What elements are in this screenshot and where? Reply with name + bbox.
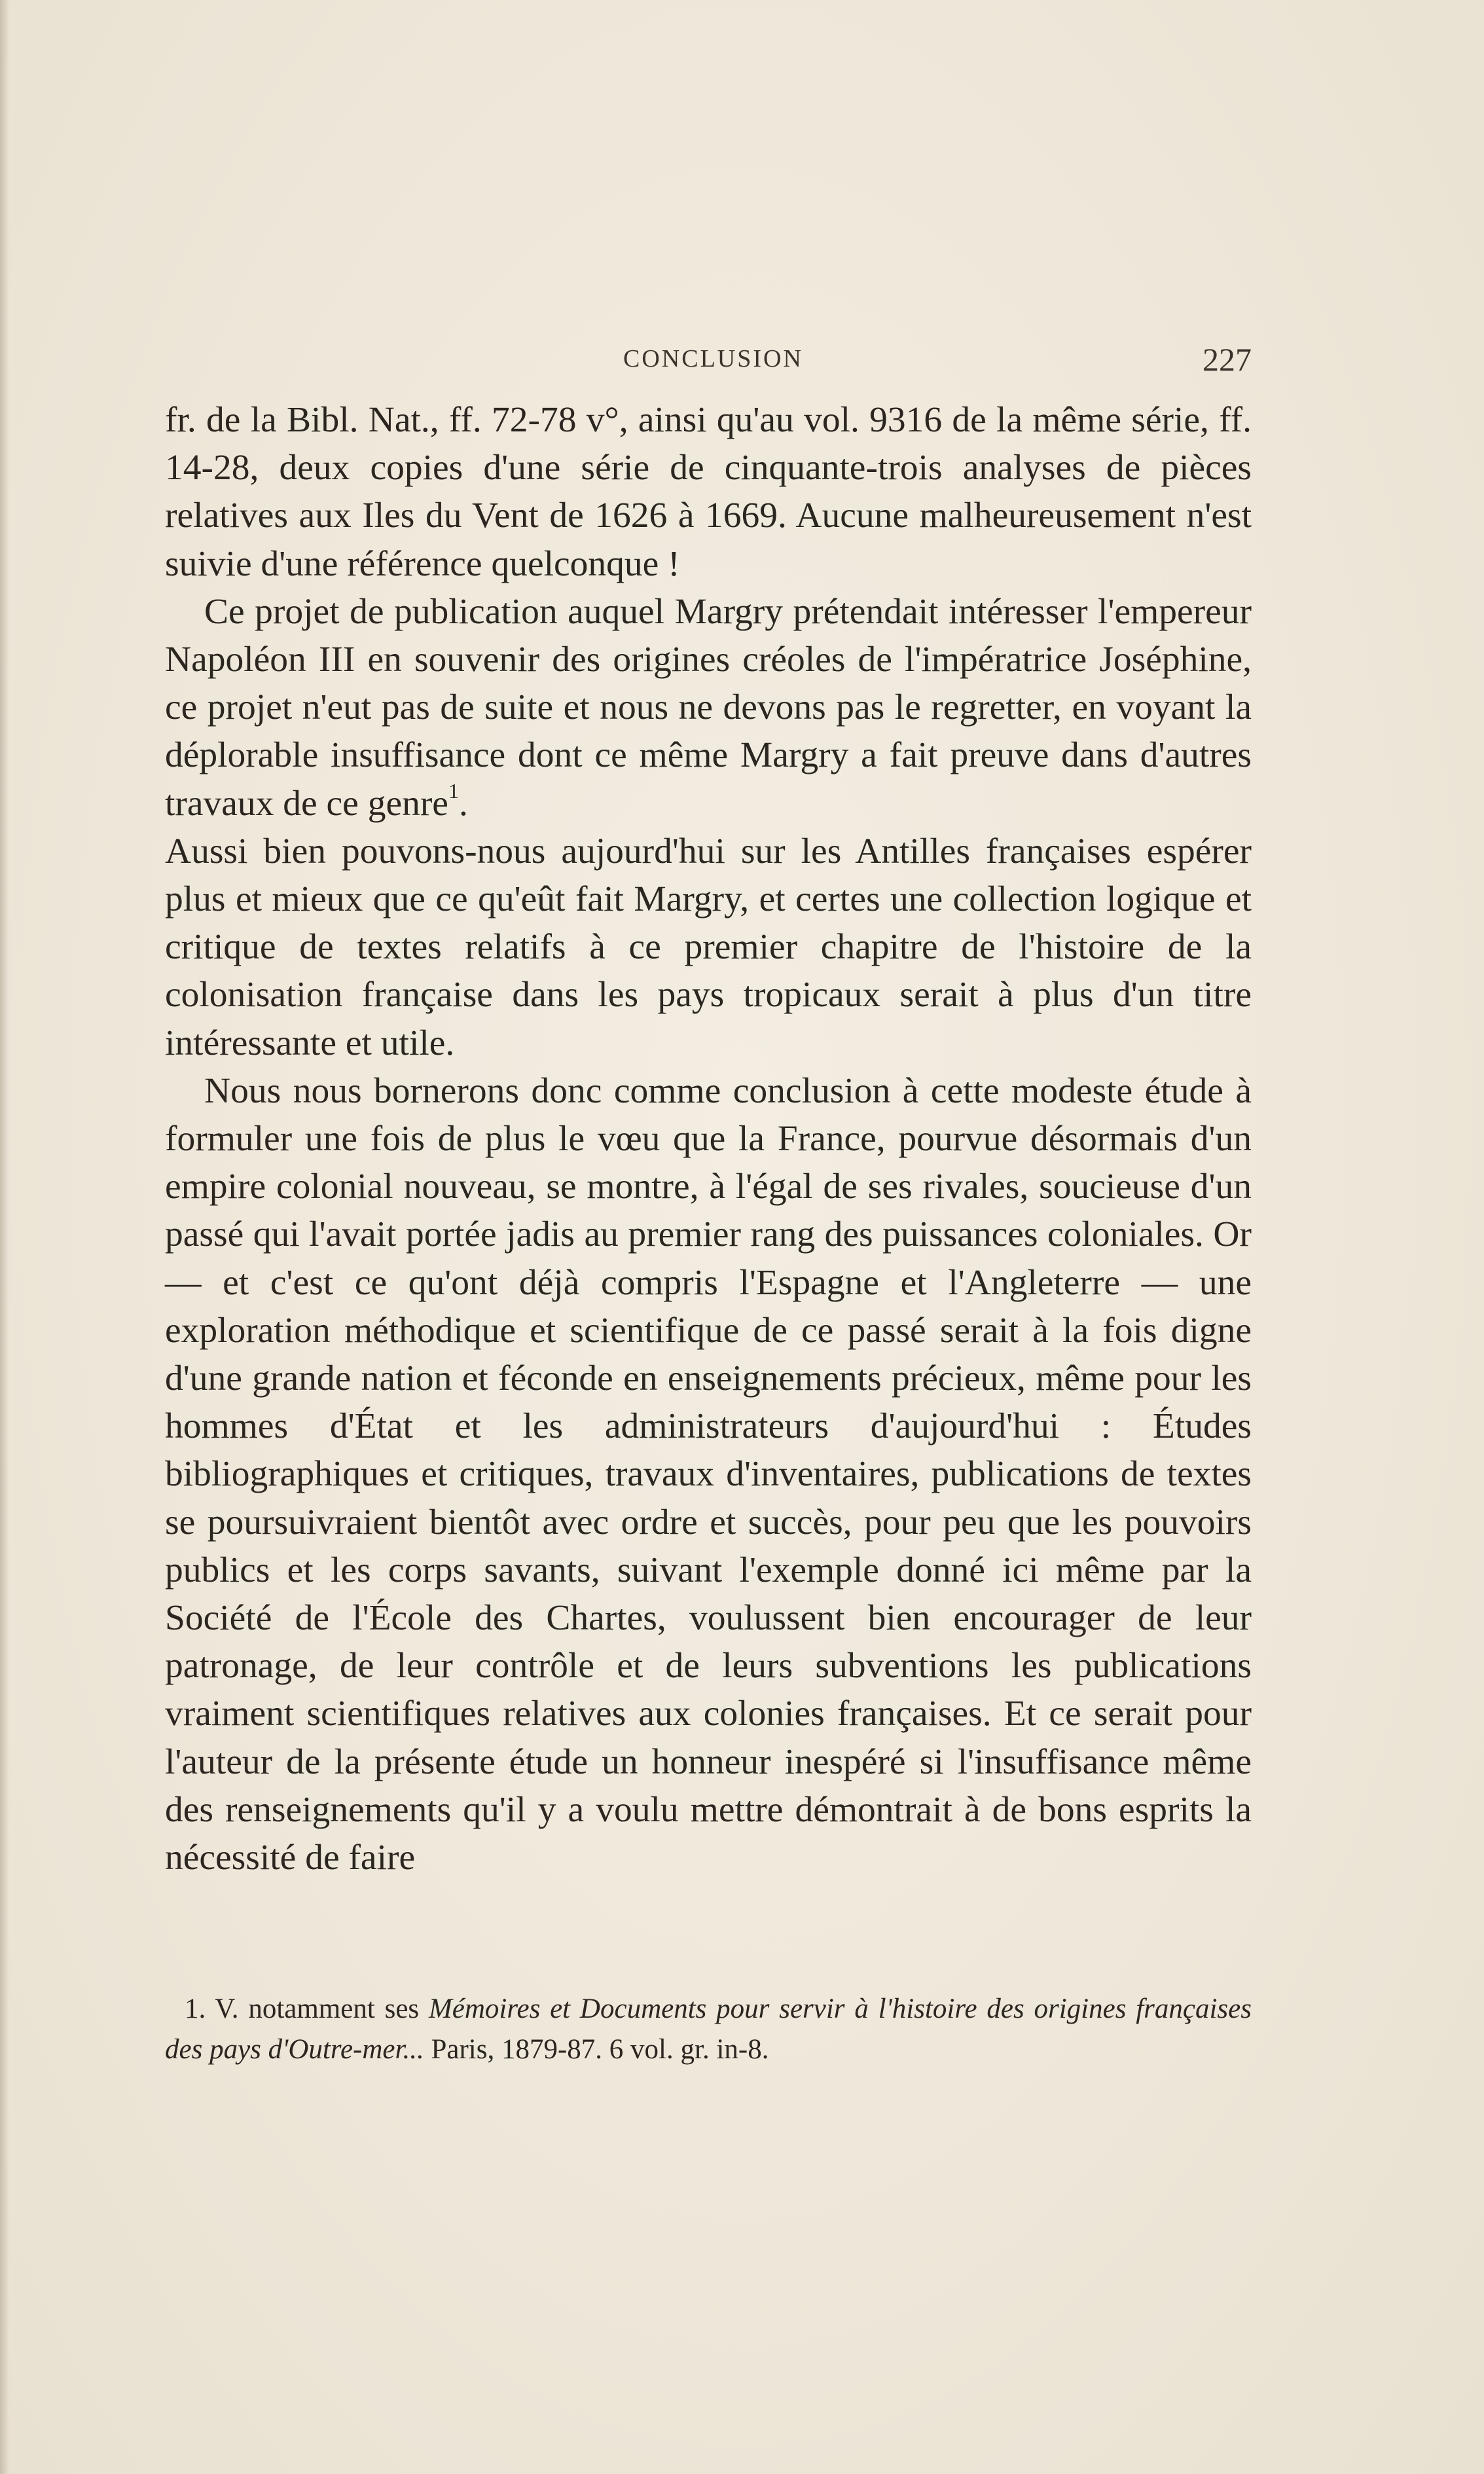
footnote-text [165,1989,1252,2070]
paragraph-projet [165,588,1252,828]
footnote-number: 1. [185,1993,206,2024]
footnote-reference: 1 [448,778,459,803]
footnote-title: Mémoires et Documents pour servir à l'histoire des origines françaises des pays d'Outre-mer... [165,1993,1252,2065]
running-head: CONCLUSION [623,345,803,373]
paragraph-antilles: Aussi bien pouvons-nous aujourd'hui sur les Antilles françaises espérer plus et mieux que ce qu'eût fait Margry, et certes une collection logique et critique de textes relatifs à ce premier chapitre de l'histoire de la colonisation française dans les pays tropicaux serait à plus d'un titre intéressante et utile. [165,831,1252,1063]
footnote-before: V. notamment ses [206,1993,429,2024]
footnote-after: Paris, 1879-87. 6 vol. gr. in-8. [424,2034,769,2065]
main-text [165,396,1252,1882]
paragraph-projet-end: . [458,783,468,824]
paragraph-projet-text: Ce projet de publication auquel Margry prétendait intéresser l'empereur Napoléon III en souvenir des origines créoles de l'impératrice Joséphine, ce projet n'eut pas de suite et nous ne devons pas le regretter, en voyant la déplorable insuffisance dont ce même Margry a fait preuve dans d'autres travaux de ce genre [165,591,1252,824]
page-header [165,340,1252,380]
page-gutter-shadow [0,0,9,2474]
footnote [165,1989,1252,2070]
page-number: 227 [1203,341,1252,378]
paragraph-conclusion: Nous nous bornerons donc comme conclusion à cette modeste étude à formuler une fois de plus le vœu que la France, pourvue désormais d'un empire colonial nouveau, se montre, à l'égal de ses rivales, soucieuse d'un passé qui l'avait portée jadis au premier rang des puissances coloniales. Or — et c'est ce qu'ont déjà compris l'Espagne et l'Angleterre — une exploration méthodique et scientifique de ce passé serait à la fois digne d'une grande nation et féconde en enseignements précieux, même pour les hommes d'État et les administrateurs d'aujourd'hui : Études bibliographiques et critiques, travaux d'inventaires, publications de textes se poursuivraient bientôt avec ordre et succès, pour peu que les pouvoirs publics et les corps savants, suivant l'exemple donné ici même par la Société de l'École des Chartes, voulussent bien encourager de leur patronage, de leur contrôle et de leurs subventions les publications vraiment scientifiques relatives aux colonies françaises. Et ce serait pour l'auteur de la présente étude un honneur inespéré si l'insuffisance même des renseignements qu'il y a voulu mettre démontrait à de bons esprits la nécessité de faire [165,1070,1252,1878]
paragraph-continuation: fr. de la Bibl. Nat., ff. 72-78 v°, ainsi qu'au vol. 9316 de la même série, ff. 14-28, deux copies d'une série de cinquante-trois analyses de pièces relatives aux Iles du Vent de 1626 à 1669. Aucune malheureusement n'est suivie d'une référence quelconque ! [165,400,1252,584]
